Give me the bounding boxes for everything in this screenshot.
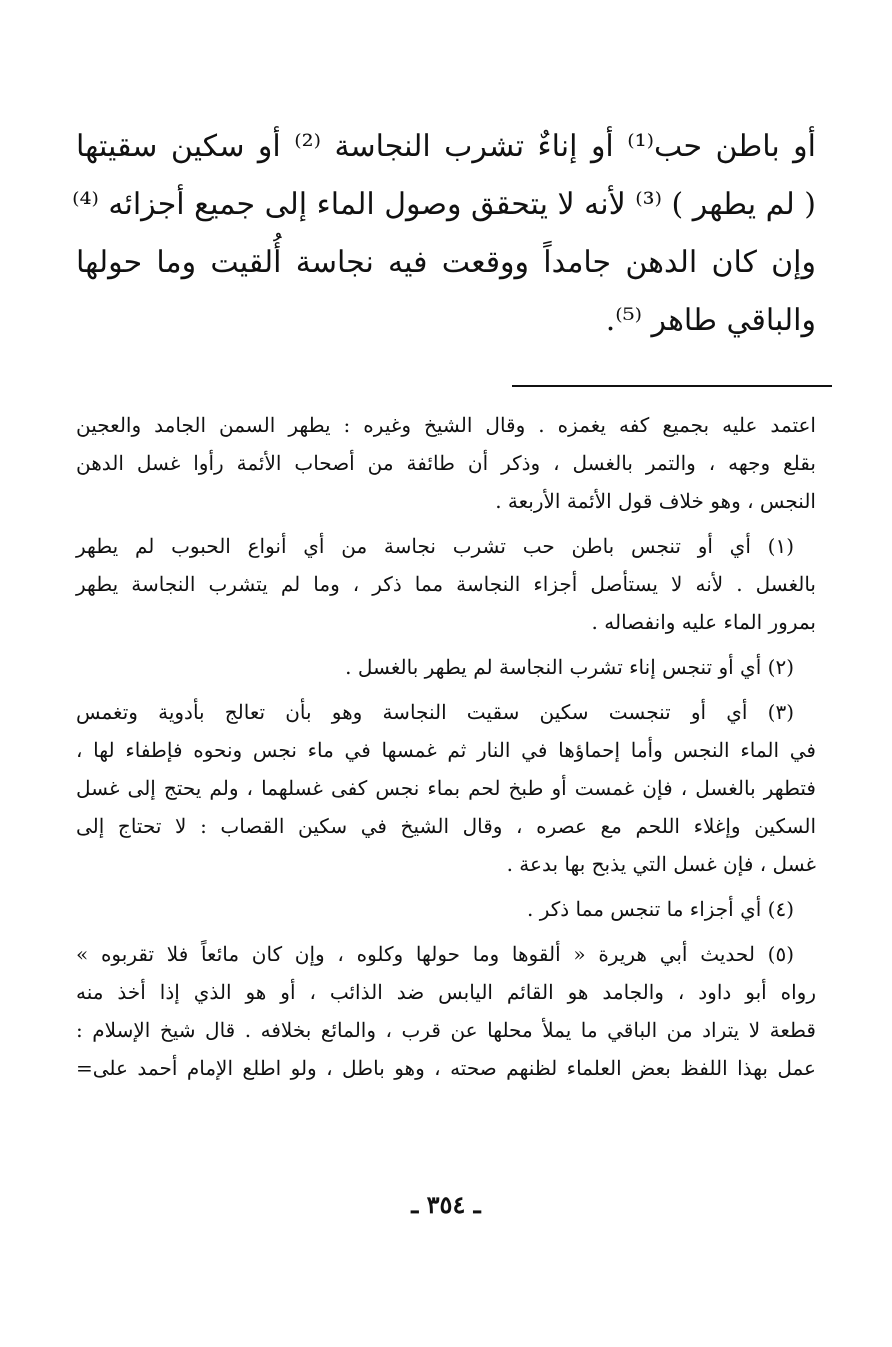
footnote-3 xyxy=(76,693,816,883)
main-line-3: وإن كان الدهن جامداً ووقعت فيه نجاسة أُلقيت وما حولها xyxy=(76,245,816,280)
main-text xyxy=(72,118,816,350)
footnote-line: غسل ، فإن غسل التي يذبح بها بدعة . xyxy=(506,852,816,876)
footnote-line: (٣) أي أو تنجست سكين سقيت النجاسة وهو بأن تعالج بأدوية وتغمس xyxy=(76,700,795,724)
footnote-2 xyxy=(76,648,816,686)
footnote-line: فتطهر بالغسل ، فإن غمست أو طبخ لحم بماء نجس كفى غسلهما ، ولم يحتج إلى غسل xyxy=(76,776,816,800)
footnote-line: في الماء النجس وأما إحماؤها في النار ثم غمسها في ماء نجس ونحوه فإطفاء لها ، xyxy=(76,738,816,762)
main-line-2: ( لم يطهر ) ⁽³⁾ لأنه لا يتحقق وصول الماء إلى جميع أجزائه ⁽⁴⁾ xyxy=(72,187,816,222)
footnote-line: رواه أبو داود ، والجامد هو القائم اليابس ضد الذائب ، أو هو الذي إذا أخذ منه xyxy=(76,980,816,1004)
footnote-line: (١) أي أو تنجس باطن حب تشرب نجاسة من أي أنواع الحبوب لم يطهر xyxy=(76,534,794,558)
page-number: ـ ٣٥٤ ـ xyxy=(411,1190,481,1219)
footnote-line: بالغسل . لأنه لا يستأصل أجزاء النجاسة مما ذكر ، وما لم يتشرب النجاسة يطهر xyxy=(76,572,816,596)
footnote-1 xyxy=(76,527,816,641)
footnote-line: اعتمد عليه بجميع كفه يغمزه . وقال الشيخ وغيره : يطهر السمن الجامد والعجين xyxy=(76,413,816,437)
footnote-line: قطعة لا يتراد من الباقي ما يملأ محلها عن قرب ، والمائع بخلافه . قال شيخ الإسلام : xyxy=(76,1018,816,1042)
footnote-line: بمرور الماء عليه وانفصاله . xyxy=(591,610,816,634)
footnote-line: السكين وإغلاء اللحم مع عصره ، وقال الشيخ في سكين القصاب : لا تحتاج إلى xyxy=(76,814,816,838)
footnote-continuation xyxy=(76,406,816,520)
footnote-4 xyxy=(76,890,816,928)
main-line-1: أو باطن حب⁽¹⁾ أو إناءٌ تشرب النجاسة ⁽²⁾ أو سكين سقيتها xyxy=(76,129,816,164)
footnote-line: (٤) أي أجزاء ما تنجس مما ذكر . xyxy=(527,897,794,921)
main-line-4: والباقي طاهر ⁽⁵⁾. xyxy=(605,303,816,338)
footnote-divider xyxy=(512,385,832,387)
footnote-line: النجس ، وهو خلاف قول الأئمة الأربعة . xyxy=(495,489,816,513)
footnote-line: بقلع وجهه ، والتمر بالغسل ، وذكر أن طائفة من أصحاب الأئمة رأوا غسل الدهن xyxy=(76,451,816,475)
footnotes xyxy=(76,406,816,1094)
footnote-line: عمل بهذا اللفظ بعض العلماء لظنهم صحته ، وهو باطل ، ولو اطلع الإمام أحمد على= xyxy=(76,1056,816,1080)
footnote-line: (٢) أي أو تنجس إناء تشرب النجاسة لم يطهر بالغسل . xyxy=(345,655,794,679)
footnote-5 xyxy=(76,935,816,1087)
footnote-line: (٥) لحديث أبي هريرة « ألقوها وما حولها وكلوه ، وإن كان مائعاً فلا تقربوه » xyxy=(76,942,794,966)
